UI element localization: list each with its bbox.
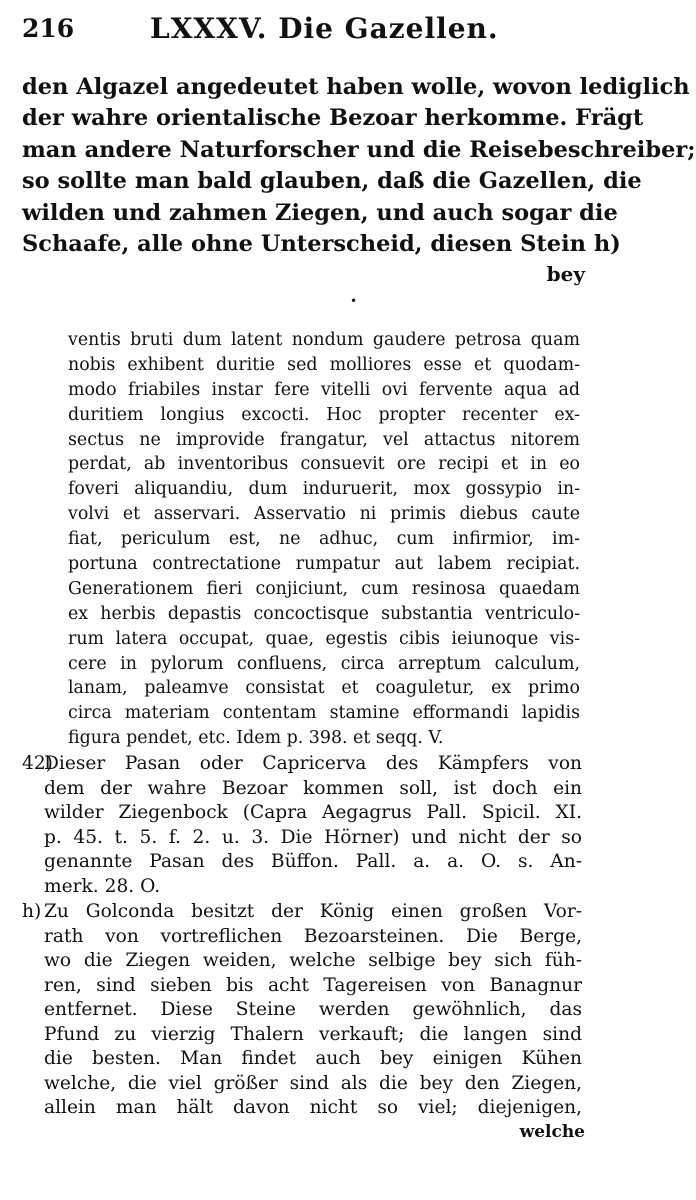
footnote-line: allein man hält davon nicht so viel; diejenigen, bbox=[44, 1097, 582, 1118]
latin-line: cere in pylorum confluens, circa arreptum calculum, bbox=[68, 653, 580, 674]
footnote-body bbox=[44, 752, 582, 899]
main-text-line: so sollte man bald glauben, daß die Gazellen, die bbox=[22, 168, 642, 195]
main-text-line: den Algazel angedeutet haben wolle, wovon lediglich bbox=[22, 74, 690, 100]
main-text-line: wilden und zahmen Ziegen, und auch sogar die bbox=[22, 199, 618, 226]
latin-footnote bbox=[68, 328, 580, 751]
latin-line: circa materiam contentam stamine efformandi lapidis bbox=[68, 703, 580, 724]
main-text-block bbox=[22, 72, 696, 260]
latin-line: sectus ne improvide frangatur, vel attactus nitorem bbox=[68, 429, 580, 450]
main-text-line: man andere Naturforscher und die Reisebeschreiber; bbox=[22, 136, 696, 163]
footnote-line: ren, sind sieben bis acht Tagereisen von Banagnur bbox=[44, 974, 582, 996]
catchword-top: bey bbox=[546, 262, 585, 286]
footnote-42 bbox=[22, 752, 582, 899]
footnote-h bbox=[22, 900, 582, 1121]
footnote-line: die besten. Man findet auch bey einigen Kühen bbox=[44, 1048, 582, 1069]
latin-line: fiat, periculum est, ne adhuc, cum infirmior, im- bbox=[68, 529, 580, 550]
footnote-label: h) bbox=[22, 901, 42, 922]
running-header bbox=[22, 10, 585, 44]
footnote-line: dem der wahre Bezoar kommen soll, ist doch ein bbox=[44, 777, 582, 799]
footnote-line: merk. 28. O. bbox=[44, 875, 161, 897]
footnote-line: wo die Ziegen weiden, welche selbige bey sich füh- bbox=[44, 950, 582, 971]
latin-line: figura pendet, etc. Idem p. 398. et seqq. V. bbox=[68, 728, 444, 749]
footnote-line: rath von vortreflichen Bezoarsteinen. Die Berge, bbox=[44, 925, 582, 947]
footnote-line: entfernet. Diese Steine werden gewöhnlich, das bbox=[44, 999, 582, 1020]
latin-line: nobis exhibent duritie sed molliores esse et quodam- bbox=[68, 354, 580, 375]
footnote-line: wilder Ziegenbock (Capra Aegagrus Pall. Spicil. XI. bbox=[44, 802, 582, 823]
latin-line: volvi et asservari. Asservatio ni primis diebus caute bbox=[68, 504, 580, 525]
latin-line: modo friabiles instar fere vitelli ovi fervente aqua ad bbox=[68, 379, 580, 400]
main-text-line: der wahre orientalische Bezoar herkomme. Frägt bbox=[22, 105, 644, 132]
page-number: 216 bbox=[22, 14, 75, 43]
footnote-line: Zu Golconda besitzt der König einen großen Vor- bbox=[44, 901, 582, 922]
footnote-line: genannte Pasan des Büffon. Pall. a. a. O. s. An- bbox=[44, 851, 582, 872]
latin-line: foveri aliquandiu, dum induruerit, mox gossypio in- bbox=[68, 479, 580, 500]
printer-mark: • bbox=[350, 294, 358, 308]
latin-line: portuna contrectatione rumpatur aut labem recipiat. bbox=[68, 554, 580, 575]
running-title: LXXXV. Die Gazellen. bbox=[150, 12, 499, 45]
latin-line: rum latera occupat, quae, egestis cibis ieiunoque vis- bbox=[68, 628, 580, 649]
footnote-line: Dieser Pasan oder Capricerva des Kämpfers von bbox=[44, 753, 582, 774]
main-text-line: Schaafe, alle ohne Unterscheid, diesen Stein h) bbox=[22, 230, 621, 257]
footnote-label: 42) bbox=[22, 753, 53, 774]
latin-line: duritiem longius excocti. Hoc propter recenter ex- bbox=[68, 404, 580, 425]
latin-line: perdat, ab inventoribus consuevit ore recipi et in eo bbox=[68, 454, 580, 475]
latin-line: lanam, paleamve consistat et coaguletur, ex primo bbox=[68, 678, 580, 699]
latin-line: Generationem fieri conjiciunt, cum resinosa quaedam bbox=[68, 578, 580, 599]
footnote-line: p. 45. t. 5. f. 2. u. 3. Die Hörner) und nicht der so bbox=[44, 826, 582, 848]
latin-line: ex herbis depastis concoctisque substantia ventriculo- bbox=[68, 603, 580, 624]
latin-line: ventis bruti dum latent nondum gaudere petrosa quam bbox=[68, 330, 580, 350]
footnote-line: welche, die viel größer sind als die bey den Ziegen, bbox=[44, 1072, 582, 1094]
footnote-line: Pfund zu vierzig Thalern verkauft; die langen sind bbox=[44, 1023, 582, 1045]
catchword-bottom: welche bbox=[519, 1122, 585, 1142]
footnote-body bbox=[44, 900, 582, 1121]
